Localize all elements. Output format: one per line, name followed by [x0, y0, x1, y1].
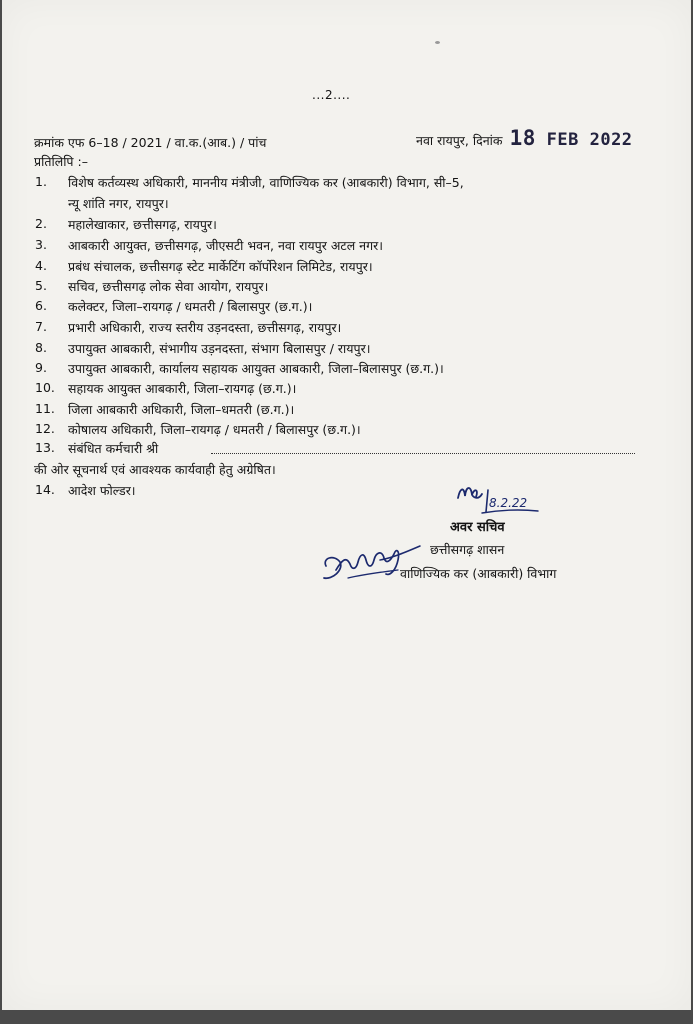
list-item-text: उपायुक्त आबकारी, संभागीय उड़नदस्ता, संभाग बिलासपुर / रायपुर। — [68, 341, 371, 356]
list-item-number: 13. — [35, 440, 55, 455]
paper-speck — [435, 41, 440, 44]
list-item-text: महालेखाकार, छत्तीसगढ़, रायपुर। — [68, 217, 217, 232]
date-prefix: नवा रायपुर, दिनांक — [416, 133, 503, 148]
list-item-text: प्रबंध संचालक, छत्तीसगढ़ स्टेट मार्केटिंग कॉर्पोरेशन लिमिटेड, रायपुर। — [68, 259, 373, 274]
list-item-number: 14. — [35, 482, 55, 497]
list-item-text: जिला आबकारी अधिकारी, जिला–धमतरी (छ.ग.)। — [68, 402, 295, 417]
list-item-text: सहायक आयुक्त आबकारी, जिला–रायगढ़ (छ.ग.)। — [68, 381, 297, 396]
list-item-text: सचिव, छत्तीसगढ़ लोक सेवा आयोग, रायपुर। — [68, 279, 269, 294]
list-item-text: उपायुक्त आबकारी, कार्यालय सहायक आयुक्त आबकारी, जिला–बिलासपुर (छ.ग.)। — [68, 361, 444, 376]
initials-date: 8.2.22 — [489, 496, 528, 510]
document-page — [2, 0, 691, 1010]
list-item-text: कोषालय अधिकारी, जिला–रायगढ़ / धमतरी / बिलासपुर (छ.ग.)। — [68, 422, 361, 437]
department-name: वाणिज्यिक कर (आबकारी) विभाग — [400, 566, 557, 581]
list-item-number: 10. — [35, 380, 55, 395]
government-name: छत्तीसगढ़ शासन — [430, 542, 505, 557]
list-item-text: विशेष कर्तव्यस्थ अधिकारी, माननीय मंत्रीजी, वाणिज्यिक कर (आबकारी) विभाग, सी–5, — [68, 175, 464, 190]
list-item-number: 8. — [35, 340, 47, 355]
date-stamp — [509, 126, 633, 150]
list-item-text: आबकारी आयुक्त, छत्तीसगढ़, जीएसटी भवन, नवा रायपुर अटल नगर। — [68, 238, 383, 253]
copy-to-label: प्रतिलिपि :– — [34, 154, 88, 169]
list-item-number: 11. — [35, 401, 55, 416]
list-item-number: 4. — [35, 258, 47, 273]
date-day: 18 — [509, 126, 536, 150]
list-item-number: 3. — [35, 237, 47, 252]
list-item-text: कलेक्टर, जिला–रायगढ़ / धमतरी / बिलासपुर (छ.ग.)। — [68, 299, 313, 314]
date-month-year: FEB 2022 — [546, 130, 633, 150]
list-item-text: प्रभारी अधिकारी, राज्य स्तरीय उड़नदस्ता, छत्तीसगढ़, रायपुर। — [68, 320, 342, 335]
list-item-continuation: न्यू शांति नगर, रायपुर। — [68, 196, 169, 211]
list-item-text: संबंधित कर्मचारी श्री — [68, 441, 159, 456]
blank-fill-line — [211, 452, 635, 454]
page-number: ...2.... — [312, 88, 351, 102]
list-item-number: 9. — [35, 360, 47, 375]
initials-signature-icon — [448, 480, 543, 522]
signatory-designation: अवर सचिव — [450, 520, 505, 535]
list-item-number: 5. — [35, 278, 47, 293]
list-item-number: 7. — [35, 319, 47, 334]
list-item-number: 12. — [35, 421, 55, 436]
list-item-number: 1. — [35, 174, 47, 189]
list-item-number: 2. — [35, 216, 47, 231]
date-line — [416, 126, 633, 150]
list-item-number: 6. — [35, 298, 47, 313]
reference-number: क्रमांक एफ 6–18 / 2021 / वा.क.(आब.) / पांच — [34, 135, 267, 150]
closing-line: की ओर सूचनार्थ एवं आवश्यक कार्यवाही हेतु अग्रेषित। — [34, 462, 276, 477]
list-item-text: आदेश फोल्डर। — [68, 483, 136, 498]
